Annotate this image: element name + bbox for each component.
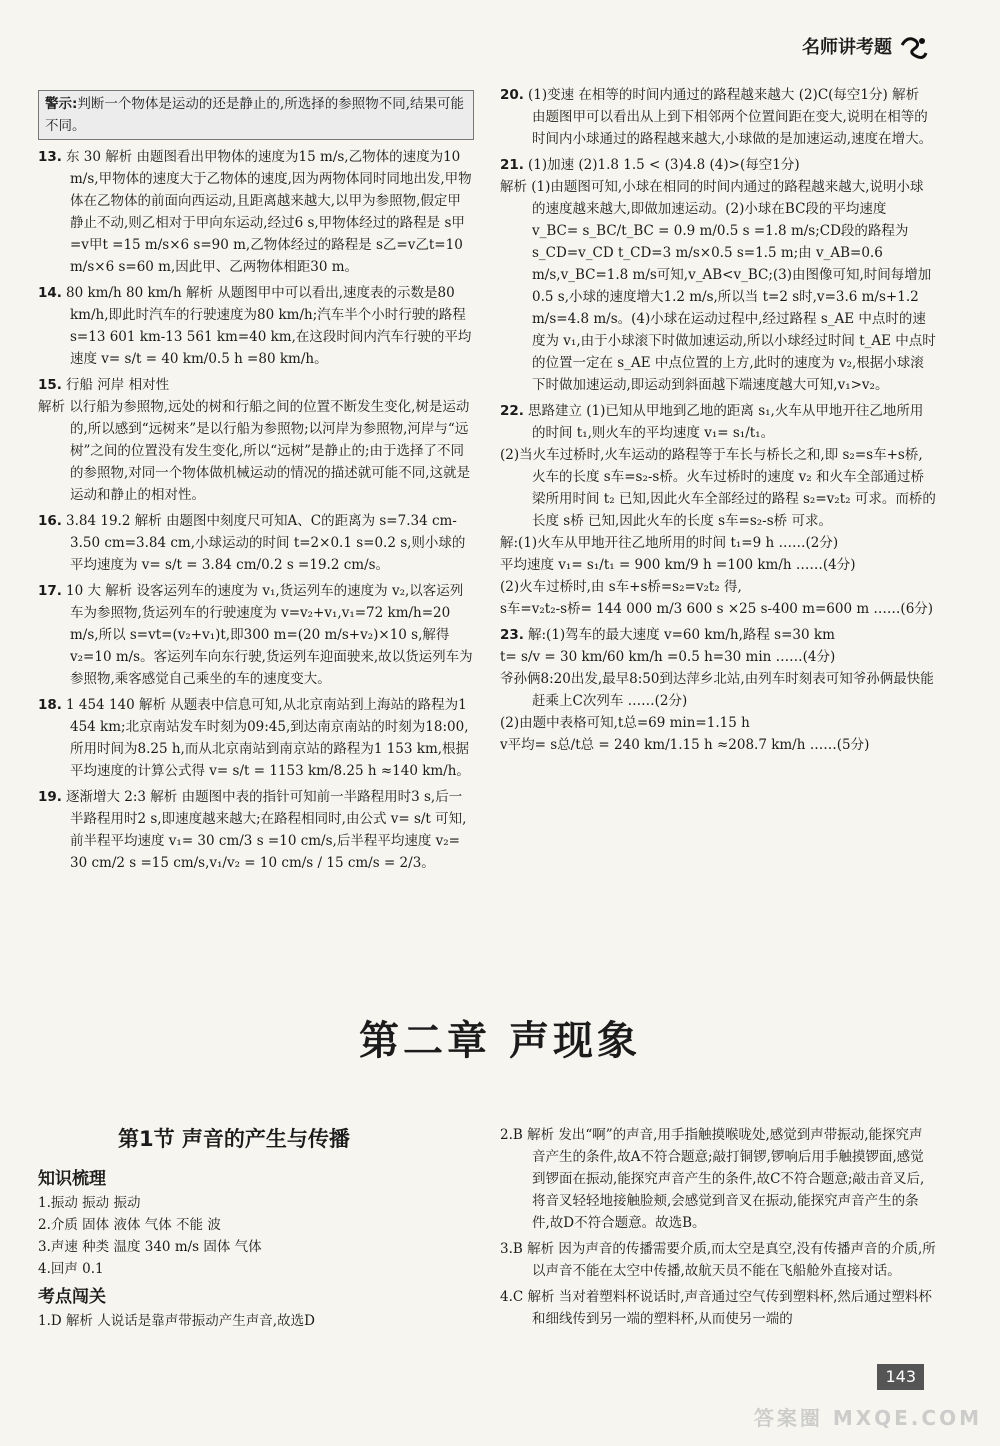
- answer-text: s车=v₂t₂-s桥= 144 000 m/3 600 s ×25 s-400 m=600 m ……(6分): [500, 601, 934, 617]
- answer-item: [38, 282, 474, 370]
- answer-number: 13.: [38, 149, 62, 165]
- answer-number: 21.: [500, 157, 524, 173]
- answer-number: 22.: [500, 403, 524, 419]
- answer-item: [38, 694, 474, 782]
- answer-item: [500, 154, 936, 396]
- answer-text: 80 km/h 80 km/h 解析 从题图甲中可以看出,速度表的示数是80 km/h,即此时汽车的行驶速度为80 km/h;汽车半个小时行驶的路程 s=13 601 km-13 561 km=40 km,在这段时间内汽车行驶的平均速度 v= s/t = 40 km/0.5 h =80 km/h。: [66, 285, 472, 367]
- answer-text: (1)加速 (2)1.8 1.5 < (3)4.8 (4)>(每空1分): [528, 157, 800, 173]
- answer-item: [38, 374, 474, 506]
- answer-item: [38, 580, 474, 690]
- answer-list-left: [38, 146, 474, 874]
- knowledge-line: 3.声速 种类 温度 340 m/s 固体 气体: [38, 1239, 262, 1255]
- answer-item: [38, 510, 474, 576]
- answer-text: 逐渐增大 2:3 解析 由题图中表的指针可知前一半路程用时3 s,后一半路程用时2 s,即速度越来越大;在路程相同时,由公式 v= s/t 可知,前半程平均速度 v₁= 30 cm/3 s =10 cm/s,后半程平均速度 v₂= 30 cm/2 s =15 cm/s,v₁/v₂ = 10 cm/s / 15 cm/s = 2/3。: [66, 789, 467, 871]
- answer-item: [38, 146, 474, 278]
- watermark: 答案圈 MXQE.COM: [753, 1406, 982, 1430]
- answer-number: 18.: [38, 697, 62, 713]
- answer-item: [38, 786, 474, 874]
- answer-text: 解:(1)驾车的最大速度 v=60 km/h,路程 s=30 km: [528, 627, 835, 643]
- chapter-title: 第二章 声现象: [359, 1018, 641, 1064]
- answer-text: 解:(1)火车从甲地开往乙地所用的时间 t₁=9 h ……(2分): [500, 535, 839, 551]
- right-column: [500, 84, 936, 760]
- answer-number: 16.: [38, 513, 62, 529]
- answer-text: 行船 河岸 相对性: [66, 377, 170, 393]
- answer-text: (2)当火车过桥时,火车运动的路程等于车长与桥长之和,即 s₂=s车+s桥,火车的长度 s车=s₂-s桥。火车过桥时的速度 v₂ 和火车全部通过桥梁所用时间 t₂ 已知,因此火车全部经过的路程 s₂=v₂t₂ 可求。而桥的长度 s桥 已知,因此火车的长度 s车=s₂-s桥 可求。: [500, 447, 936, 529]
- answer-text: 平均速度 v₁= s₁/t₁ = 900 km/9 h =100 km/h ……(4分): [500, 557, 856, 573]
- answer-text: 3.84 19.2 解析 由题图中刻度尺可知A、C的距离为 s=7.34 cm-3.50 cm=3.84 cm,小球运动的时间 t=2×0.1 s=0.2 s,则小球的平均速度为 v= s/t = 3.84 cm/0.2 s =19.2 cm/s。: [66, 513, 466, 573]
- practice-answer: 4.C 解析 当对着塑料杯说话时,声音通过空气传到塑料杯,然后通过塑料杯和细线传到另一端的塑料杯,从而使另一端的: [500, 1289, 932, 1327]
- knowledge-line: 2.介质 固体 液体 气体 不能 波: [38, 1217, 221, 1233]
- answer-text: 解析 以行船为参照物,远处的树和行船之间的位置不断发生变化,树是运动的,所以感到“远树来”是以行船为参照物;以河岸为参照物,河岸与“远树”之间的位置没有发生变化,所以“远树”是静止的;由于选择了不同的参照物,对同一个物体做机械运动的情况的描述就可能不同,这就是运动和静止的相对性。: [38, 399, 471, 503]
- section-right: [500, 1124, 936, 1334]
- knowledge-line: 1.振动 振动 振动: [38, 1195, 141, 1211]
- practice-heading: 考点闯关: [38, 1287, 106, 1307]
- section-title: 第1节 声音的产生与传播: [118, 1127, 350, 1151]
- warning-box: [38, 90, 474, 140]
- section-left: [38, 1128, 478, 1332]
- answer-number: 14.: [38, 285, 62, 301]
- answer-text: v平均= s总/t总 = 240 km/1.15 h ≈208.7 km/h ……(5分): [500, 737, 870, 753]
- answer-text: (1)变速 在相等的时间内通过的路程越来越大 (2)C(每空1分) 解析 由题图甲可以看出从上到下相邻两个位置间距在变大,说明在相等的时间内小球通过的路程越来越大,小球做的是加速运动,速度在增大。: [528, 87, 933, 147]
- brand-title: 名师讲考题: [802, 37, 892, 58]
- answer-text: 东 30 解析 由题图看出甲物体的速度为15 m/s,乙物体的速度为10 m/s,甲物体的速度大于乙物体的速度,因为两物体同时同地出发,甲物体在乙物体的前面向西运动,且距离越来越大,以甲为参照物,假定甲静止不动,则乙相对于甲向东运动,经过6 s,甲物体经过的路程是 s甲=v甲t =15 m/s×6 s=90 m,乙物体经过的路程是 s乙=v乙t=10 m/s×6 s=60 m,因此甲、乙两物体相距30 m。: [66, 149, 472, 275]
- answer-list-right: [500, 84, 936, 756]
- page-number: 143: [877, 1364, 924, 1390]
- answer-item: [500, 84, 936, 150]
- answer-number: 23.: [500, 627, 524, 643]
- answer-text: 解析 (1)由题图可知,小球在相同的时间内通过的路程越来越大,说明小球的速度越来越大,即做加速运动。(2)小球在BC段的平均速度 v_BC= s_BC/t_BC = 0.9 m/0.5 s =1.8 m/s;CD段的路程为 s_CD=v_CD t_CD=3 m/s×0.5 s=1.5 m;由 v_AB=0.6 m/s,v_BC=1.8 m/s可知,v_AB<v_BC;(3)由图像可知,时间每增加0.5 s,小球的速度增大1.2 m/s,所以当 t=2 s时,v=3.6 m/s+1.2 m/s=4.8 m/s。(4)小球在运动过程中,经过路程 s_AE 中点时的速度为 v₁,由于小球滚下时做加速运动,所以小球经过时间 t_AE 中点时的位置一定在 s_AE 中点位置的上方,此时的速度为 v₂,根据小球滚下时做加速运动,即运动到斜面越下端速度越大可知,v₁>v₂。: [500, 179, 936, 393]
- answer-text: 10 大 解析 设客运列车的速度为 v₁,货运列车的速度为 v₂,以客运列车为参照物,货运列车的行驶速度为 v=v₂+v₁,v₁=72 km/h=20 m/s,所以 s=vt=(v₂+v₁)t,即300 m=(20 m/s+v₂)×10 s,解得 v₂=10 m/s。客运列车向东行驶,货运列车迎面驶来,故以货运列车为参照物,乘客感觉自己乘坐的车的速度变大。: [66, 583, 473, 687]
- knowledge-heading: 知识梳理: [38, 1169, 106, 1189]
- brand-logo-icon: [898, 33, 928, 63]
- answer-number: 19.: [38, 789, 62, 805]
- answer-item: [500, 400, 936, 620]
- knowledge-line: 4.回声 0.1: [38, 1261, 104, 1277]
- page-header: [802, 30, 928, 66]
- left-column: [38, 90, 474, 878]
- practice-answer: 2.B 解析 发出“啊”的声音,用手指触摸喉咙处,感觉到声带振动,能探究声音产生的条件,故A不符合题意;敲打铜锣,锣响后用手触摸锣面,感觉到锣面在振动,能探究声音产生的条件,故C不符合题意;敲击音叉后,将音叉轻轻地接触脸颊,会感觉到音叉在振动,能探究声音产生的条件,故D不符合题意。故选B。: [500, 1127, 925, 1231]
- answer-number: 17.: [38, 583, 62, 599]
- answer-number: 15.: [38, 377, 62, 393]
- answer-text: 1 454 140 解析 从题表中信息可知,从北京南站到上海站的路程为1 454 km;北京南站发车时刻为09:45,到达南京南站的时刻为18:00,所用时间为8.25 h,而从北京南站到南京站的路程为1 153 km,根据平均速度的计算公式得 v= s/t = 1153 km/8.25 h ≈140 km/h。: [66, 697, 470, 779]
- answer-text: 思路建立 (1)已知从甲地到乙地的距离 s₁,火车从甲地开往乙地所用的时间 t₁,则火车的平均速度 v₁= s₁/t₁。: [528, 403, 924, 441]
- answer-text: (2)由题中表格可知,t总=69 min=1.15 h: [500, 715, 750, 731]
- answer-item: [500, 624, 936, 756]
- practice-answer: 3.B 解析 因为声音的传播需要介质,而太空是真空,没有传播声音的介质,所以声音不能在太空中传播,故航天员不能在飞船舱外直接对话。: [500, 1241, 936, 1279]
- practice-answer: 1.D 解析 人说话是靠声带振动产生声音,故选D: [38, 1313, 315, 1329]
- warning-text: 判断一个物体是运动的还是静止的,所选择的参照物不同,结果可能不同。: [45, 96, 464, 134]
- answer-number: 20.: [500, 87, 524, 103]
- warning-label: 警示:: [45, 96, 78, 112]
- answer-text: (2)火车过桥时,由 s车+s桥=s₂=v₂t₂ 得,: [500, 579, 742, 595]
- answer-text: 爷孙俩8:20出发,最早8:50到达萍乡北站,由列车时刻表可知爷孙俩最快能赶乘上C次列车 ……(2分): [500, 671, 934, 709]
- answer-text: t= s/v = 30 km/60 km/h =0.5 h=30 min ……(4分): [500, 649, 836, 665]
